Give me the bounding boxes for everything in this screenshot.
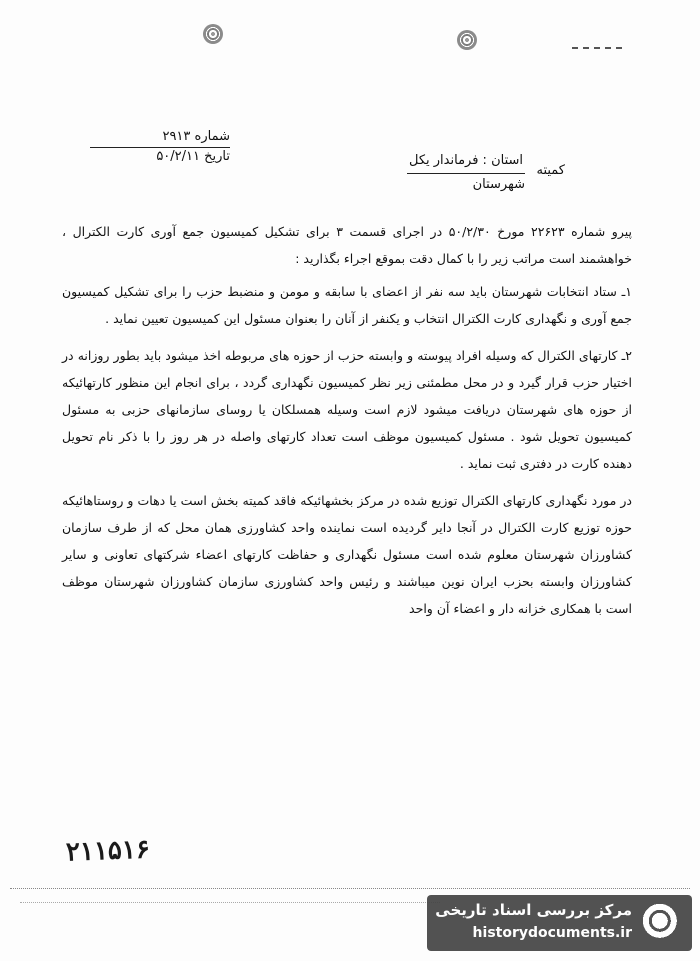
addressee-block (315, 150, 565, 196)
stamp-seal-left (203, 24, 223, 44)
paragraph-custody: در مورد نگهداری کارتهای الکترال توزیع شده در مرکز بخشهائیکه فاقد کمیته بخش است یا دهات و روستاهائیکه حوزه توزیع کارت الکترال در آنجا دایر گردیده است نماینده واحد کشاورزی همان محل که از طرف سازمان کشاورزان شهرستان معلوم شده است مسئول نگهداری و حفاظت کارتهای اعضاء شرکتهای تعاونی و سایر کشاورزان وابسته بحزب ایران نوین میباشند و رئیس واحد کشاورزی سازمان کشاورزان شهرستان موظف است با همکاری خزانه دار و اعضاء آن واحد (62, 493, 632, 616)
archive-logo-icon (640, 901, 684, 945)
letter-body (62, 218, 632, 632)
corner-dash-mark (572, 47, 622, 52)
reference-number: شماره ۲۹۱۳ (90, 128, 230, 148)
handwritten-number: ۲۱۱۵۱۶ (65, 834, 151, 868)
bottom-dotted-line-2 (20, 902, 440, 913)
reference-block (90, 128, 230, 166)
addressee-commission: کمیته (536, 163, 565, 178)
reference-date: تاریخ ۵۰/۲/۱۱ (156, 149, 230, 164)
addressee-ostan: استان : فرماندار یکل (407, 150, 525, 174)
watermark-url: historydocuments.ir (472, 925, 632, 941)
watermark-title: مرکز بررسی اسناد تاریخی (435, 901, 632, 919)
paragraph-intro: پیرو شماره ۲۲۶۲۳ مورخ ۵۰/۲/۳۰ در اجرای قسمت ۳ برای تشکیل کمیسیون جمع آوری کارت الکترال ، خواهشمند است مراتب زیر را با کمال دقت بموقع اجراء بگذارید : (62, 224, 632, 266)
paragraph-item-2: ۲ـ کارتهای الکترال که وسیله افراد پیوسته و وابسته حزب از حوزه های مربوطه اخذ میشود باید بطور روزانه در اختیار حزب قرار گیرد و در محل مطمئنی زیر نظر کمیسیون نگهداری گردد ، برای انجام این منظور کارتهائیکه از حوزه های شهرستان دریافت میشود لازم است وسیله همسلکان یا روسای سازمانهای حزبی به مسئول کمیسیون تحویل شود . مسئول کمیسیون موظف است تعداد کارتهای واصله در هر روز را با ذکر نام تحویل دهنده کارت در دفتری ثبت نماید . (62, 348, 632, 471)
addressee-shahrestan: شهرستان (472, 177, 525, 192)
stamp-seal-right (457, 30, 477, 50)
paragraph-item-1: ۱ـ ستاد انتخابات شهرستان باید سه نفر از اعضای با سابقه و مومن و منضبط حزب را برای تشکیل کمیسیون جمع آوری و نگهداری کارت الکترال انتخاب و یکنفر از آنان را بعنوان مسئول این کمیسیون تعیین نماید . (62, 284, 632, 326)
watermark-banner (427, 895, 692, 951)
